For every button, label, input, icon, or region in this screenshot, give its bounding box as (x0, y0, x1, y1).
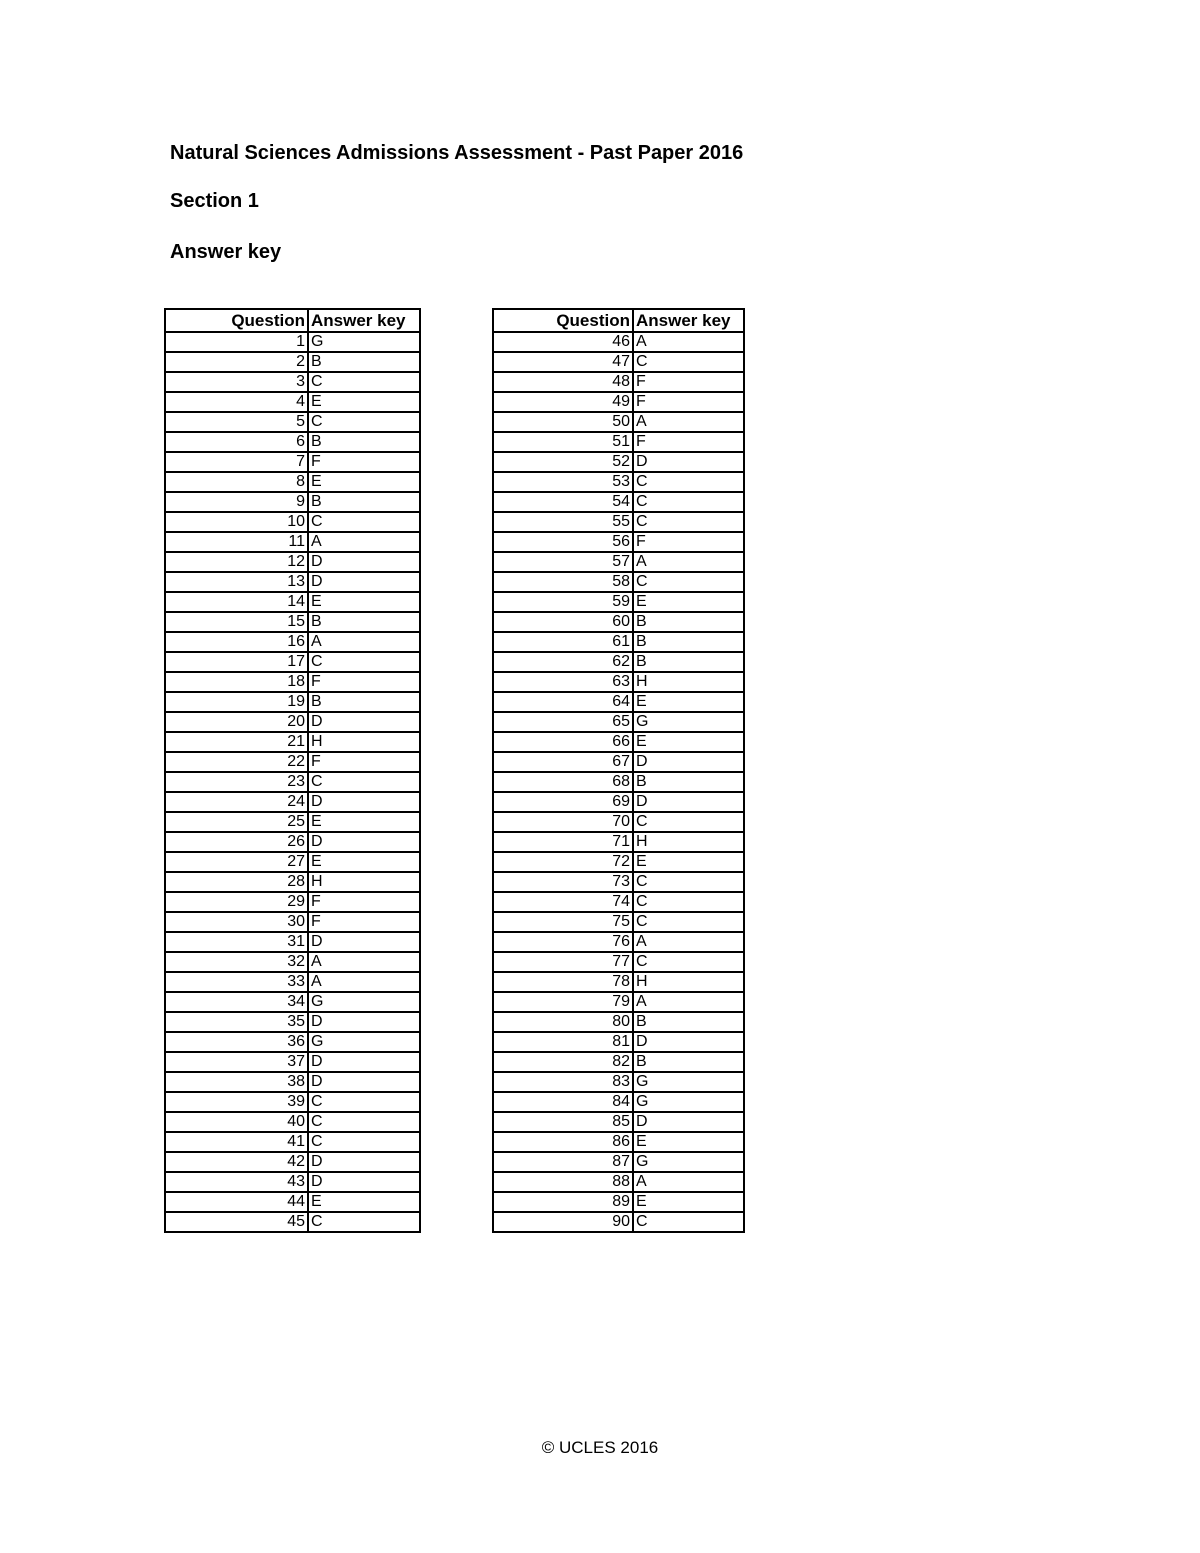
question-number: 10 (165, 512, 308, 532)
answer-letter: D (308, 1072, 420, 1092)
answer-letter: G (633, 1092, 744, 1112)
answer-letter: D (308, 1012, 420, 1032)
answer-letter: B (308, 692, 420, 712)
question-number: 90 (493, 1212, 633, 1232)
question-number: 7 (165, 452, 308, 472)
table-row (493, 412, 744, 432)
table-row (165, 1032, 420, 1052)
table-row (165, 1172, 420, 1192)
question-number: 58 (493, 572, 633, 592)
question-number: 27 (165, 852, 308, 872)
answer-table-right (492, 308, 745, 1233)
question-number: 23 (165, 772, 308, 792)
table-row (165, 1112, 420, 1132)
question-number: 9 (165, 492, 308, 512)
question-number: 20 (165, 712, 308, 732)
question-number: 51 (493, 432, 633, 452)
answer-letter: E (633, 1192, 744, 1212)
table-row (165, 1132, 420, 1152)
answer-letter: E (308, 1192, 420, 1212)
answer-letter: B (633, 1052, 744, 1072)
table-row (165, 692, 420, 712)
question-number: 69 (493, 792, 633, 812)
answer-letter: C (633, 512, 744, 532)
document-title: Natural Sciences Admissions Assessment - Past Paper 2016 (170, 142, 744, 164)
table-row (493, 972, 744, 992)
table-row (165, 332, 420, 352)
answer-letter: C (633, 952, 744, 972)
answer-letter: C (308, 372, 420, 392)
table-row (493, 752, 744, 772)
answer-letter: H (308, 872, 420, 892)
table-row (493, 652, 744, 672)
question-number: 4 (165, 392, 308, 412)
answer-letter: E (308, 472, 420, 492)
table-row (165, 492, 420, 512)
question-number: 74 (493, 892, 633, 912)
table-row (493, 892, 744, 912)
question-number: 79 (493, 992, 633, 1012)
table-row (165, 412, 420, 432)
answer-letter: E (633, 592, 744, 612)
question-number: 75 (493, 912, 633, 932)
table-row (493, 332, 744, 352)
question-number: 16 (165, 632, 308, 652)
answer-letter: H (633, 832, 744, 852)
table-row (493, 692, 744, 712)
table-row (493, 992, 744, 1012)
copyright-footer: © UCLES 2016 (541, 1438, 659, 1457)
answer-letter: D (633, 792, 744, 812)
table-row (165, 392, 420, 412)
table-row (493, 952, 744, 972)
table-row (493, 1052, 744, 1072)
answer-letter: A (308, 632, 420, 652)
question-number: 60 (493, 612, 633, 632)
question-number: 67 (493, 752, 633, 772)
table-row (493, 792, 744, 812)
table-row (493, 1192, 744, 1212)
table-row (165, 912, 420, 932)
question-number: 15 (165, 612, 308, 632)
answer-letter: G (633, 1152, 744, 1172)
answer-letter: E (633, 692, 744, 712)
answer-letter: C (633, 492, 744, 512)
table-row (165, 732, 420, 752)
table-row (493, 1172, 744, 1192)
question-number: 85 (493, 1112, 633, 1132)
table-row (493, 372, 744, 392)
question-number: 31 (165, 932, 308, 952)
question-number: 36 (165, 1032, 308, 1052)
table-row (165, 612, 420, 632)
table-row (165, 632, 420, 652)
answer-letter: F (633, 372, 744, 392)
table-row (165, 992, 420, 1012)
table-row (493, 452, 744, 472)
question-number: 82 (493, 1052, 633, 1072)
answer-letter: F (308, 892, 420, 912)
answer-letter: C (633, 912, 744, 932)
table-row (493, 712, 744, 732)
answer-letter: D (308, 932, 420, 952)
table-row (165, 512, 420, 532)
answer-letter: A (308, 952, 420, 972)
table-row (165, 1012, 420, 1032)
answer-letter: C (308, 772, 420, 792)
answer-letter: C (633, 572, 744, 592)
question-number: 5 (165, 412, 308, 432)
question-number: 12 (165, 552, 308, 572)
table-header-row (493, 309, 744, 332)
question-column-header: Question (165, 309, 308, 332)
table-row (165, 572, 420, 592)
answer-letter: C (633, 812, 744, 832)
question-number: 39 (165, 1092, 308, 1112)
question-number: 89 (493, 1192, 633, 1212)
question-number: 48 (493, 372, 633, 392)
table-row (165, 812, 420, 832)
table-row (493, 492, 744, 512)
question-number: 29 (165, 892, 308, 912)
question-number: 52 (493, 452, 633, 472)
answer-letter: E (308, 852, 420, 872)
answer-letter: C (633, 352, 744, 372)
table-row (493, 1032, 744, 1052)
question-number: 54 (493, 492, 633, 512)
table-row (493, 732, 744, 752)
table-row (493, 592, 744, 612)
question-number: 64 (493, 692, 633, 712)
table-row (493, 812, 744, 832)
answer-letter: D (308, 712, 420, 732)
answer-letter: G (308, 332, 420, 352)
table-row (165, 972, 420, 992)
question-number: 62 (493, 652, 633, 672)
answer-key-heading: Answer key (170, 241, 282, 263)
answer-letter: D (308, 792, 420, 812)
question-number: 66 (493, 732, 633, 752)
answer-letter: A (633, 552, 744, 572)
question-number: 8 (165, 472, 308, 492)
answer-letter: A (633, 412, 744, 432)
answer-letter: B (633, 632, 744, 652)
table-header-row (165, 309, 420, 332)
question-number: 68 (493, 772, 633, 792)
question-number: 61 (493, 632, 633, 652)
answer-letter: D (308, 1172, 420, 1192)
table-row (493, 512, 744, 532)
table-row (493, 1112, 744, 1132)
answer-column-header: Answer key (633, 309, 744, 332)
answer-letter: C (308, 1132, 420, 1152)
table-row (165, 432, 420, 452)
answer-letter: H (633, 972, 744, 992)
answer-letter: E (308, 392, 420, 412)
question-number: 18 (165, 672, 308, 692)
question-number: 17 (165, 652, 308, 672)
table-row (165, 1092, 420, 1112)
answer-letter: D (633, 452, 744, 472)
table-row (493, 1072, 744, 1092)
question-number: 73 (493, 872, 633, 892)
question-number: 3 (165, 372, 308, 392)
question-number: 53 (493, 472, 633, 492)
table-row (165, 452, 420, 472)
answer-letter: C (308, 652, 420, 672)
question-number: 43 (165, 1172, 308, 1192)
answer-letter: B (633, 1012, 744, 1032)
answer-table-body (165, 332, 420, 1232)
table-row (165, 772, 420, 792)
answer-letter: D (633, 1112, 744, 1132)
question-number: 19 (165, 692, 308, 712)
answer-letter: D (633, 1032, 744, 1052)
question-number: 88 (493, 1172, 633, 1192)
table-row (165, 552, 420, 572)
table-row (165, 752, 420, 772)
answer-letter: F (308, 672, 420, 692)
question-number: 77 (493, 952, 633, 972)
table-row (493, 1092, 744, 1112)
answer-letter: A (308, 972, 420, 992)
table-row (493, 632, 744, 652)
question-number: 47 (493, 352, 633, 372)
question-number: 13 (165, 572, 308, 592)
answer-column-header: Answer key (308, 309, 420, 332)
answer-letter: E (308, 592, 420, 612)
answer-letter: E (633, 732, 744, 752)
answer-letter: H (308, 732, 420, 752)
question-number: 44 (165, 1192, 308, 1212)
table-row (493, 392, 744, 412)
question-number: 24 (165, 792, 308, 812)
question-number: 2 (165, 352, 308, 372)
question-number: 86 (493, 1132, 633, 1152)
table-row (165, 712, 420, 732)
table-row (165, 1152, 420, 1172)
answer-letter: A (633, 332, 744, 352)
table-row (493, 1132, 744, 1152)
answer-letter: C (308, 412, 420, 432)
answer-letter: G (308, 992, 420, 1012)
question-number: 80 (493, 1012, 633, 1032)
answer-letter: H (633, 672, 744, 692)
table-row (493, 672, 744, 692)
question-number: 78 (493, 972, 633, 992)
answer-letter: B (308, 352, 420, 372)
question-number: 30 (165, 912, 308, 932)
table-row (165, 792, 420, 812)
answer-letter: D (308, 572, 420, 592)
answer-letter: C (633, 872, 744, 892)
answer-letter: C (308, 1092, 420, 1112)
question-number: 71 (493, 832, 633, 852)
table-row (165, 372, 420, 392)
table-row (165, 532, 420, 552)
answer-letter: D (308, 552, 420, 572)
answer-letter: A (308, 532, 420, 552)
table-row (493, 872, 744, 892)
question-number: 87 (493, 1152, 633, 1172)
table-row (493, 432, 744, 452)
table-row (165, 892, 420, 912)
answer-letter: B (633, 772, 744, 792)
answer-letter: D (308, 1052, 420, 1072)
answer-letter: G (633, 1072, 744, 1092)
answer-letter: A (633, 1172, 744, 1192)
answer-letter: C (308, 1112, 420, 1132)
table-row (493, 532, 744, 552)
answer-letter: E (633, 1132, 744, 1152)
answer-letter: C (633, 472, 744, 492)
table-row (493, 612, 744, 632)
answer-table-body (493, 332, 744, 1232)
answer-letter: D (633, 752, 744, 772)
question-number: 21 (165, 732, 308, 752)
question-number: 22 (165, 752, 308, 772)
answer-letter: F (633, 432, 744, 452)
table-row (165, 872, 420, 892)
answer-letter: A (633, 932, 744, 952)
question-number: 45 (165, 1212, 308, 1232)
table-row (493, 1212, 744, 1232)
question-number: 50 (493, 412, 633, 432)
question-number: 72 (493, 852, 633, 872)
answer-letter: B (308, 612, 420, 632)
question-number: 26 (165, 832, 308, 852)
question-number: 11 (165, 532, 308, 552)
question-number: 70 (493, 812, 633, 832)
answer-letter: F (308, 752, 420, 772)
question-number: 56 (493, 532, 633, 552)
table-row (493, 852, 744, 872)
table-row (493, 552, 744, 572)
answer-letter: G (633, 712, 744, 732)
question-number: 14 (165, 592, 308, 612)
answer-table-left (164, 308, 421, 1233)
section-heading: Section 1 (170, 190, 259, 212)
answer-letter: C (633, 1212, 744, 1232)
question-number: 33 (165, 972, 308, 992)
question-number: 32 (165, 952, 308, 972)
question-number: 25 (165, 812, 308, 832)
question-number: 49 (493, 392, 633, 412)
table-row (165, 672, 420, 692)
table-row (493, 912, 744, 932)
question-number: 81 (493, 1032, 633, 1052)
table-row (493, 932, 744, 952)
table-row (493, 832, 744, 852)
question-number: 76 (493, 932, 633, 952)
answer-letter: C (308, 512, 420, 532)
answer-letter: F (633, 532, 744, 552)
answer-letter: E (308, 812, 420, 832)
answer-letter: F (308, 912, 420, 932)
question-number: 59 (493, 592, 633, 612)
table-row (165, 832, 420, 852)
answer-letter: C (633, 892, 744, 912)
table-row (165, 1052, 420, 1072)
question-number: 34 (165, 992, 308, 1012)
question-number: 42 (165, 1152, 308, 1172)
question-number: 46 (493, 332, 633, 352)
question-number: 38 (165, 1072, 308, 1092)
table-row (165, 652, 420, 672)
table-row (493, 572, 744, 592)
question-number: 37 (165, 1052, 308, 1072)
answer-letter: B (308, 432, 420, 452)
answer-letter: G (308, 1032, 420, 1052)
answer-letter: B (308, 492, 420, 512)
table-row (493, 1152, 744, 1172)
table-row (165, 592, 420, 612)
answer-letter: B (633, 652, 744, 672)
question-number: 35 (165, 1012, 308, 1032)
table-row (165, 952, 420, 972)
question-number: 1 (165, 332, 308, 352)
question-number: 28 (165, 872, 308, 892)
table-row (165, 1072, 420, 1092)
table-row (165, 352, 420, 372)
question-number: 65 (493, 712, 633, 732)
answer-letter: F (633, 392, 744, 412)
answer-letter: E (633, 852, 744, 872)
table-row (493, 772, 744, 792)
question-number: 40 (165, 1112, 308, 1132)
question-number: 57 (493, 552, 633, 572)
answer-letter: D (308, 1152, 420, 1172)
question-number: 63 (493, 672, 633, 692)
table-row (493, 1012, 744, 1032)
table-row (165, 472, 420, 492)
answer-letter: D (308, 832, 420, 852)
answer-letter: F (308, 452, 420, 472)
question-number: 6 (165, 432, 308, 452)
question-number: 41 (165, 1132, 308, 1152)
question-column-header: Question (493, 309, 633, 332)
table-row (493, 352, 744, 372)
table-row (165, 932, 420, 952)
answer-letter: B (633, 612, 744, 632)
table-row (165, 1192, 420, 1212)
table-row (493, 472, 744, 492)
table-row (165, 1212, 420, 1232)
question-number: 83 (493, 1072, 633, 1092)
answer-letter: A (633, 992, 744, 1012)
question-number: 84 (493, 1092, 633, 1112)
answer-letter: C (308, 1212, 420, 1232)
table-row (165, 852, 420, 872)
question-number: 55 (493, 512, 633, 532)
